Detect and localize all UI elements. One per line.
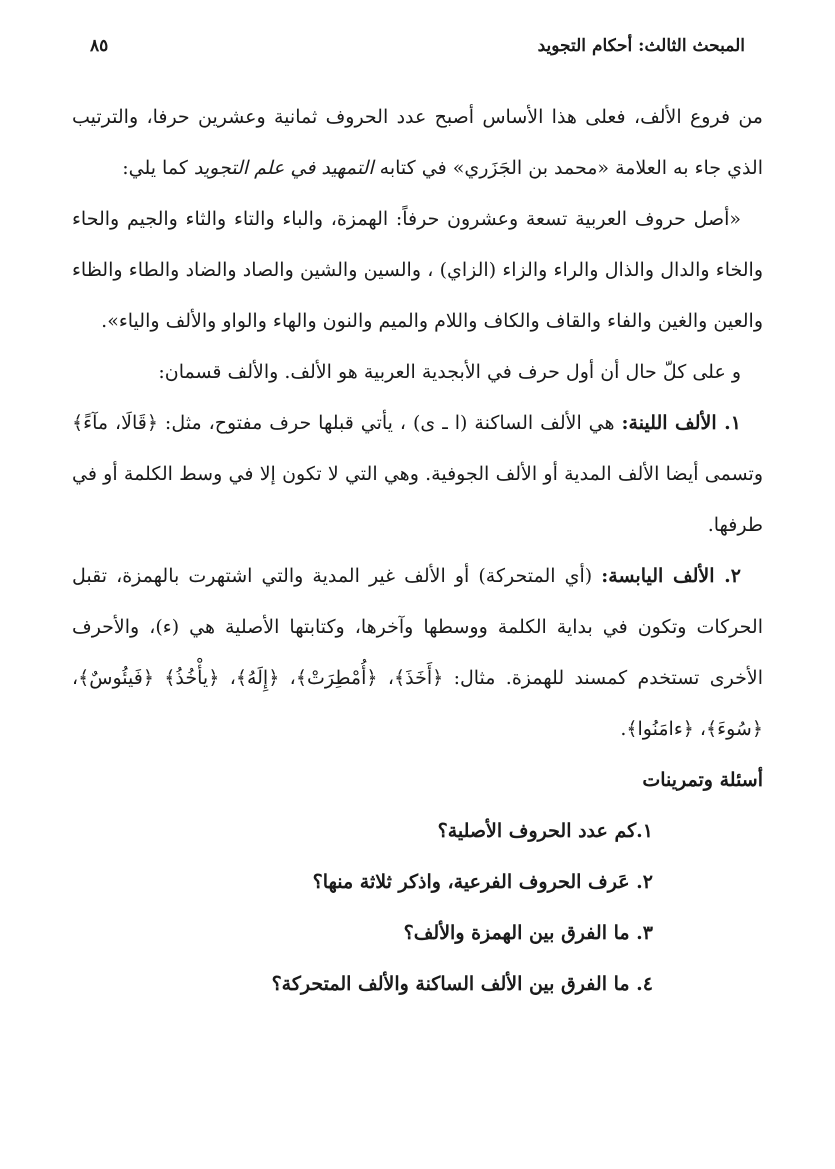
soft-alif-label: ١. الألف اللينة: [621,412,741,434]
paragraph-dry-alif [72,551,763,755]
paragraph-quote: «أصل حروف العربية تسعة وعشرون حرفاً: الهمزة، والباء والتاء والثاء والجيم والحاء والخاء والدال والذال والراء والزاء (الزاي) ، والسين والشين والصاد والضاد والطاء والظاء والعين والغين والفاء والقاف والكاف واللام والميم والنون والهاء والواو والألف والياء». [72,208,763,332]
page-number: ٨٥ [90,36,109,56]
dry-alif-label: ٢. الألف اليابسة: [601,565,742,587]
paragraph-intro-text-2: كما يلي: [122,157,194,179]
paragraph-intro [72,92,763,194]
page-content [72,92,763,1010]
soft-alif-text: هي الألف الساكنة (ا ـ ى) ، يأتي قبلها حرف مفتوح، مثل: ﴿قَالَا، مآءً﴾ وتسمى أيضا الألف المدية أو الألف الجوفية. وهي التي لا تكون إلا في وسط الكلمة أو في طرفها. [72,412,763,536]
header-title: المبحث الثالث: أحكام التجويد [537,36,745,56]
running-header [90,36,745,66]
question-item-4: ٤. ما الفرق بين الألف الساكنة والألف المتحركة؟ [271,973,653,995]
dry-alif-text: (أي المتحركة) أو الألف غير المدية والتي اشتهرت بالهمزة، تقبل الحركات وتكون في بداية الكلمة ووسطها وآخرها، وكتابتها الأصلية هي (ء)، والأحرف الأخرى تستخدم كمسند للهمزة. مثال: ﴿أَخَذَ﴾، ﴿أُمْطِرَتْ﴾، ﴿إِلَهُ﴾، ﴿يأْخُذُ﴾ ﴿فَيئُوسٌ﴾، ﴿سُوءَ﴾، ﴿ءامَنُوا﴾. [72,565,763,740]
paragraph-alif-types: و على كلّ حال أن أول حرف في الأبجدية العربية هو الألف. والألف قسمان: [158,361,741,383]
questions-heading: أسئلة وتمرينات [642,769,763,791]
question-item-2: ٢. عَرف الحروف الفرعية، واذكر ثلاثة منها؟ [312,871,653,893]
book-title: التمهيد في علم التجويد [193,157,374,179]
paragraph-soft-alif [72,398,763,551]
question-item-3: ٣. ما الفرق بين الهمزة والألف؟ [403,922,653,944]
question-item-1: ١.كم عدد الحروف الأصلية؟ [437,820,653,842]
paragraph-intro-text-1: من فروع الألف، فعلى هذا الأساس أصبح عدد الحروف ثمانية وعشرين حرفا، والترتيب الذي جاء به العلامة «محمد بن الجَزَري» في كتابه [72,106,763,179]
